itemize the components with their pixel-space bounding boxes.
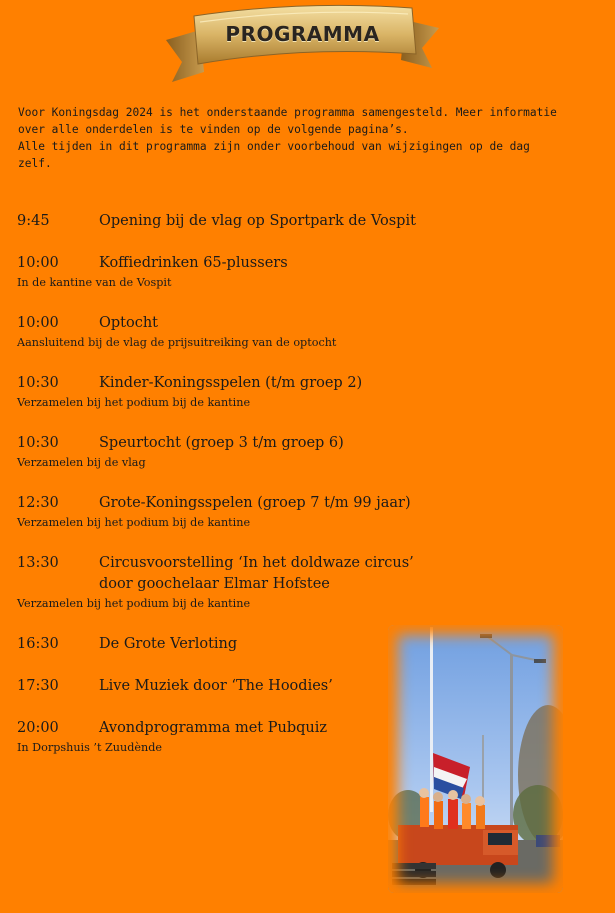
programma-banner (160, 2, 445, 84)
schedule-note: Aansluitend bij de vlag de prijsuitreiking van de optocht (17, 336, 337, 349)
schedule-item (17, 493, 577, 529)
schedule-time: 17:30 (17, 678, 59, 694)
intro-text (18, 104, 588, 172)
schedule-time: 16:30 (17, 636, 59, 652)
schedule-time: 13:30 (17, 555, 59, 571)
schedule-time: 12:30 (17, 495, 59, 511)
schedule-item (17, 373, 577, 409)
schedule-item (17, 313, 577, 349)
schedule-title-block (99, 553, 569, 595)
schedule-time: 20:00 (17, 720, 59, 736)
schedule-title: De Grote Verloting (99, 636, 238, 652)
schedule-time: 10:30 (17, 435, 59, 451)
schedule-time: 10:00 (17, 255, 59, 271)
schedule-title: Opening bij de vlag op Sportpark de Vospit (99, 213, 416, 229)
schedule-item (17, 553, 577, 610)
schedule-title-continued: door goochelaar Elmar Hofstee (99, 576, 330, 592)
intro-line: Voor Koningsdag 2024 is het onderstaande programma samengesteld. Meer informatie (18, 106, 557, 119)
schedule-note: Verzamelen bij het podium bij de kantine (17, 597, 251, 610)
schedule-title: Avondprogramma met Pubquiz (99, 720, 328, 736)
schedule-note: Verzamelen bij het podium bij de kantine (17, 516, 251, 529)
intro-line: zelf. (18, 157, 52, 170)
schedule-title: Circusvoorstelling ‘In het doldwaze circus’ (99, 555, 414, 571)
schedule-title: Grote-Koningsspelen (groep 7 t/m 99 jaar) (99, 495, 411, 511)
schedule-title: Speurtocht (groep 3 t/m groep 6) (99, 435, 344, 451)
schedule-item (17, 211, 577, 232)
schedule-title: Live Muziek door ‘The Hoodies’ (99, 678, 333, 694)
schedule-note: In de kantine van de Vospit (17, 276, 172, 289)
schedule-note: Verzamelen bij het podium bij de kantine (17, 396, 251, 409)
photo-illustration (388, 625, 563, 893)
schedule-time: 10:30 (17, 375, 59, 391)
schedule-item (17, 253, 577, 289)
intro-line: over alle onderdelen is te vinden op de volgende pagina’s. (18, 123, 409, 136)
schedule-time: 10:00 (17, 315, 59, 331)
schedule-time: 9:45 (17, 213, 50, 229)
intro-line: Alle tijden in dit programma zijn onder voorbehoud van wijzigingen op de dag (18, 140, 530, 153)
schedule-note: Verzamelen bij de vlag (17, 456, 146, 469)
schedule-title: Kinder-Koningsspelen (t/m groep 2) (99, 375, 363, 391)
schedule-note: In Dorpshuis ’t Zuudènde (17, 741, 162, 754)
schedule-item (17, 433, 577, 469)
schedule-title: Optocht (99, 315, 159, 331)
schedule-title: Koffiedrinken 65-plussers (99, 255, 288, 271)
page-title: PROGRAMMA (225, 22, 380, 46)
flag-ceremony-photo (388, 625, 563, 893)
